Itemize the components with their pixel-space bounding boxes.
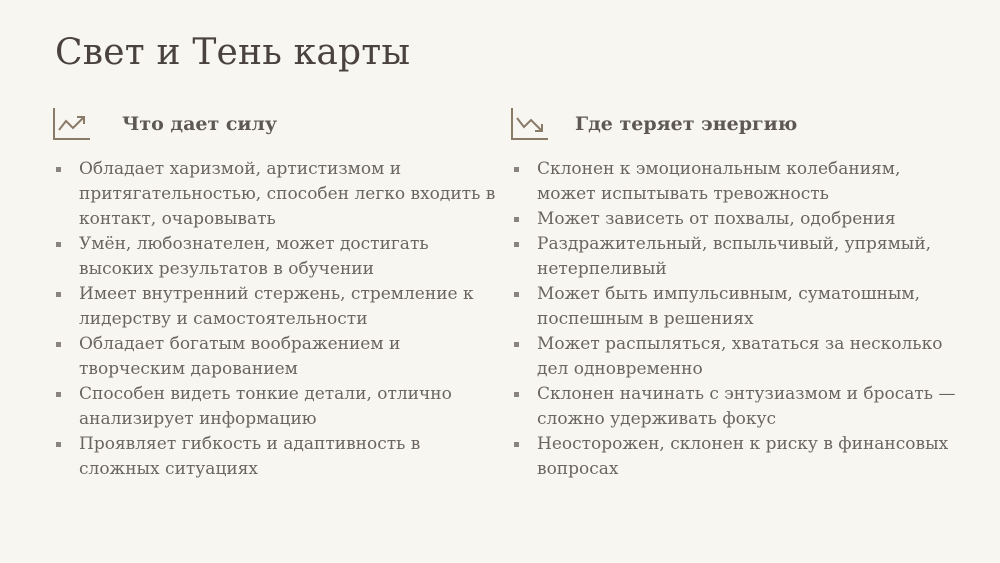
list-item <box>52 382 492 432</box>
list-item-text: лидерству и самостоятельности <box>79 309 368 329</box>
bullet-marker <box>56 242 61 247</box>
list-item <box>510 157 955 207</box>
list-item-text: нетерпеливый <box>537 259 667 279</box>
list-item <box>510 332 955 382</box>
strengths-header <box>52 106 492 142</box>
list-item <box>52 157 496 232</box>
list-item <box>52 232 492 282</box>
bullet-marker <box>56 342 61 347</box>
list-item-text: Склонен к эмоциональным колебаниям, <box>537 159 901 179</box>
strengths-title: Что дает силу <box>122 113 278 135</box>
weaknesses-header <box>510 106 955 142</box>
bullet-marker <box>56 167 61 172</box>
list-item-text: Умён, любознателен, может достигать <box>79 234 429 254</box>
list-item-text: сложных ситуациях <box>79 459 259 479</box>
list-item-text: Может зависеть от похвалы, одобрения <box>537 209 896 229</box>
list-item <box>52 282 492 332</box>
trend-down-icon <box>510 106 550 142</box>
list-item-text: Раздражительный, вспыльчивый, упрямый, <box>537 234 932 254</box>
list-item-text: Склонен начинать с энтузиазмом и бросать — <box>537 384 956 404</box>
list-item-text: контакт, очаровывать <box>79 209 276 229</box>
weaknesses-column <box>510 106 955 482</box>
bullet-marker <box>514 442 519 447</box>
list-item <box>510 382 955 432</box>
list-item-text: Обладает богатым воображением и <box>79 334 401 354</box>
list-item-text: вопросах <box>537 459 619 479</box>
list-item-text: творческим дарованием <box>79 359 298 379</box>
page-title: Свет и Тень карты <box>55 32 411 73</box>
list-item-text: притягательностью, способен легко входить в <box>79 184 496 204</box>
bullet-marker <box>514 217 519 222</box>
list-item-text: Имеет внутренний стержень, стремление к <box>79 284 474 304</box>
list-item-text: Может распыляться, хвататься за несколько <box>537 334 943 354</box>
list-item <box>510 207 955 232</box>
list-item-text: высоких результатов в обучении <box>79 259 374 279</box>
list-item <box>510 432 955 482</box>
list-item <box>52 332 492 382</box>
list-item-text: дел одновременно <box>537 359 703 379</box>
list-item <box>510 232 955 282</box>
bullet-marker <box>56 292 61 297</box>
bullet-marker <box>56 392 61 397</box>
bullet-marker <box>514 242 519 247</box>
list-item-text: может испытывать тревожность <box>537 184 829 204</box>
list-item-text: сложно удерживать фокус <box>537 409 777 429</box>
list-item-text: Неосторожен, склонен к риску в финансовых <box>537 434 949 454</box>
list-item-text: Может быть импульсивным, суматошным, <box>537 284 921 304</box>
strengths-list <box>52 157 496 482</box>
bullet-marker <box>56 442 61 447</box>
weaknesses-list <box>510 157 955 482</box>
list-item-text: Проявляет гибкость и адаптивность в <box>79 434 421 454</box>
list-item <box>510 282 955 332</box>
list-item-text: анализирует информацию <box>79 409 317 429</box>
bullet-marker <box>514 342 519 347</box>
list-item-text: поспешным в решениях <box>537 309 754 329</box>
strengths-column <box>52 106 496 482</box>
list-item <box>52 432 492 482</box>
bullet-marker <box>514 392 519 397</box>
bullet-marker <box>514 167 519 172</box>
weaknesses-title: Где теряет энергию <box>575 113 798 135</box>
list-item-text: Обладает харизмой, артистизмом и <box>79 159 402 179</box>
list-item-text: Способен видеть тонкие детали, отлично <box>79 384 452 404</box>
bullet-marker <box>514 292 519 297</box>
trend-up-icon <box>52 106 92 142</box>
